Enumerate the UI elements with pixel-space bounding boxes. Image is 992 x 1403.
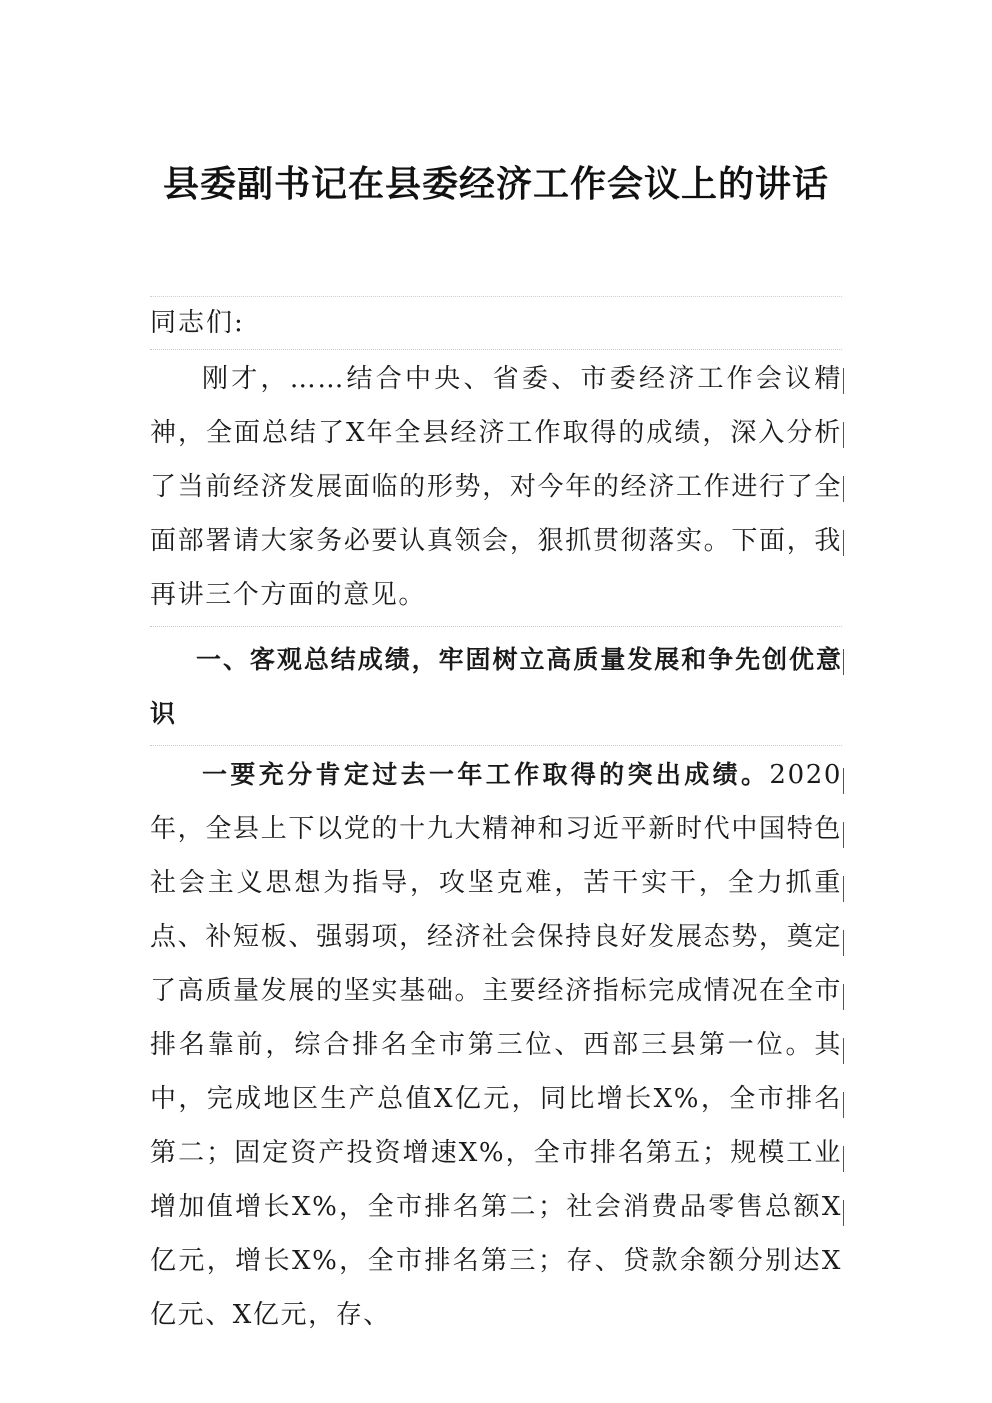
- paragraph-body: 2020年，全县上下以党的十九大精神和习近平新时代中国特色社会主义思想为指导，攻坚克难，苦干实干，全力抓重点、补短板、强弱项，经济社会保持良好发展态势，奠定了高质量发展的坚实基础。主要经济指标完成情况在全市排名靠前，综合排名全市第三位、西部三县第一位。其中，完成地区生产总值X亿元，同比增长X%，全市排名第二；固定资产投资增速X%，全市排名第五；规模工业增加值增长X%，全市排名第二；社会消费品零售总额X亿元，增长X%，全市排名第三；存、贷款余额分别达X亿元、X亿元，存、: [150, 760, 842, 1330]
- revision-bar: [843, 768, 844, 794]
- section-heading: 一、客观总结成绩，牢固树立高质量发展和争先创优意识: [150, 645, 842, 728]
- intro-paragraph: 刚才，……结合中央、省委、市委经济工作会议精神，全面总结了X年全县经济工作取得的成绩，深入分析了当前经济发展面临的形势，对今年的经济工作进行了全面部署请大家务必要认真领会，狠抓贯彻落实。下面，我再讲三个方面的意见。: [150, 364, 842, 610]
- document-body: [150, 296, 842, 1346]
- revision-bar: [843, 822, 844, 848]
- revision-bar: [843, 422, 844, 448]
- revision-bar: [843, 1200, 844, 1226]
- section-paragraph: [150, 746, 842, 1346]
- revision-bar: [843, 530, 844, 556]
- revision-bar: [843, 368, 844, 394]
- section1-body-block: [150, 745, 842, 1346]
- document-title: 县委副书记在县委经济工作会议上的讲话: [162, 163, 829, 205]
- section1-heading-block: [150, 626, 842, 745]
- revision-bar: [843, 930, 844, 956]
- salutation-block: [150, 296, 842, 349]
- revision-bar: [843, 876, 844, 902]
- revision-bar: [843, 1146, 844, 1172]
- revision-bar: [843, 1038, 844, 1064]
- paragraph-lead: 一要充分肯定过去一年工作取得的突出成绩。: [202, 760, 770, 789]
- revision-bar: [843, 649, 844, 675]
- intro-block: [150, 349, 842, 626]
- revision-bar: [843, 1092, 844, 1118]
- salutation: 同志们:: [150, 308, 245, 338]
- revision-bar: [843, 984, 844, 1010]
- revision-bar: [843, 476, 844, 502]
